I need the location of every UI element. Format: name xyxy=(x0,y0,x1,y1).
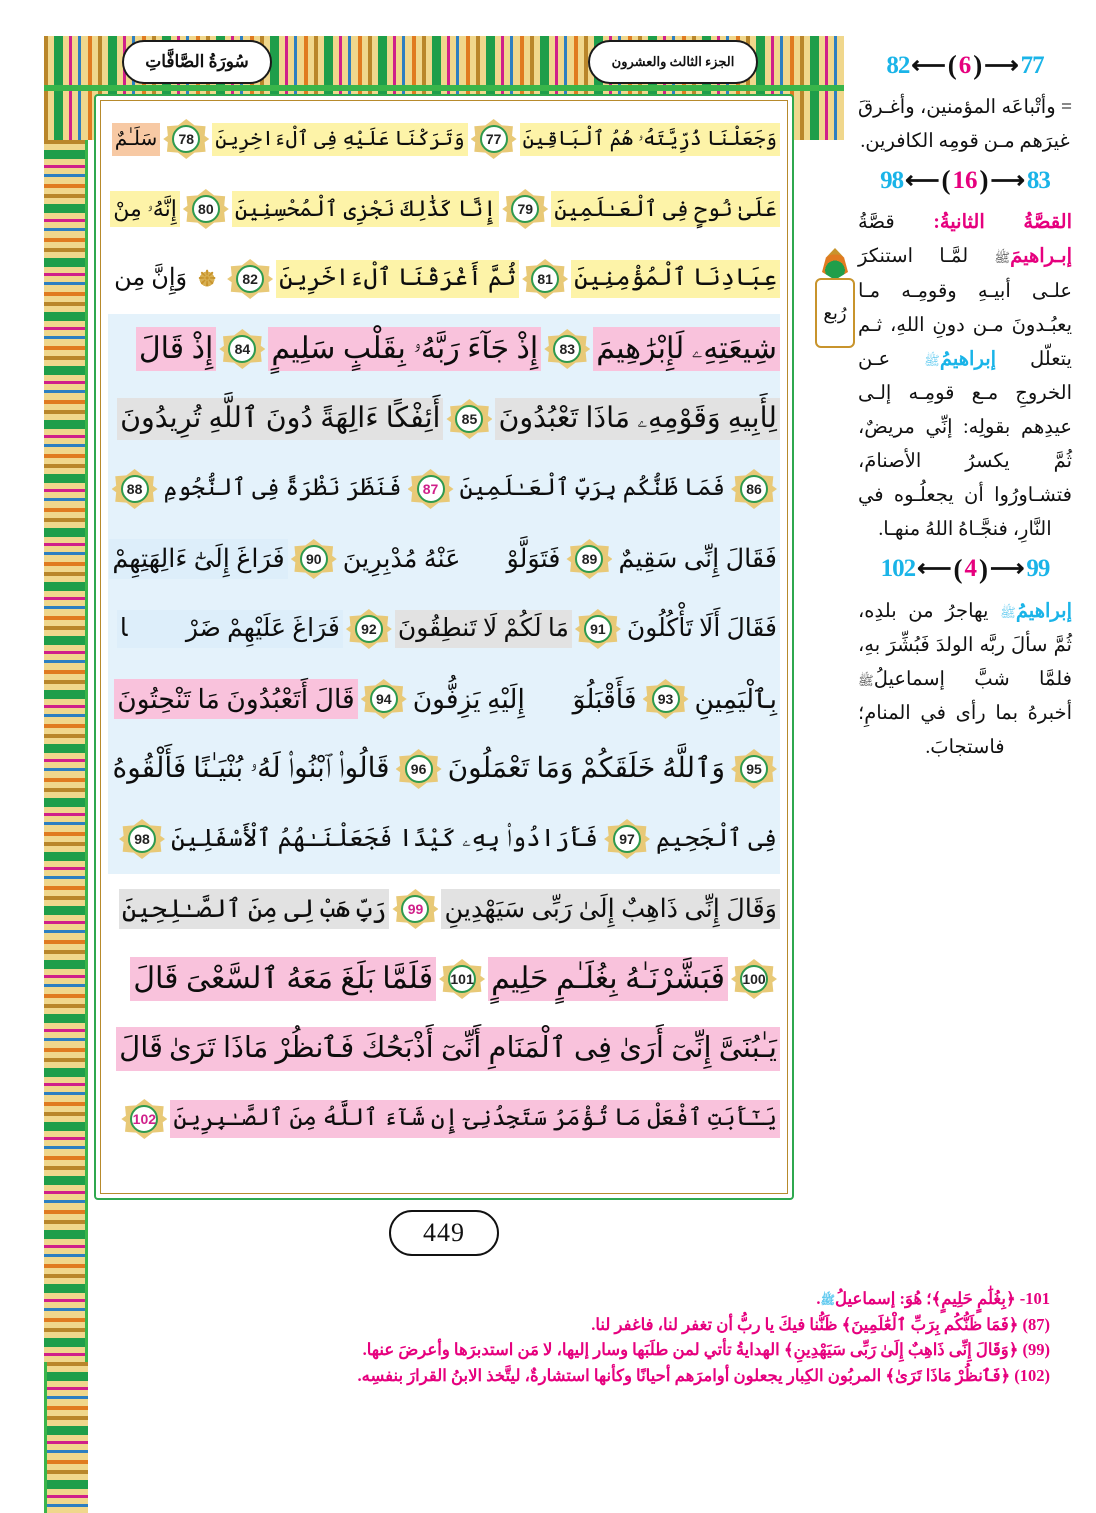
tafsir-paragraph: = وأتْباعَه المؤمنين، وأغـرقَ غيرَهم مـن قومِه الكافرين. xyxy=(858,97,1072,153)
ayah-number-marker xyxy=(361,679,407,719)
footnote-item xyxy=(40,1312,1056,1338)
arrow-right-icon: ⟶ xyxy=(984,52,1019,79)
quran-text-segment: فَتَوَلَّوْا۟ عَنْهُ مُدْبِرِينَ xyxy=(342,544,561,574)
ayah-number-marker xyxy=(291,539,337,579)
footnote-text: الهدايةُ تأتي لمن طلَبَها وسار إليها، لا مَن استدبرَها وأعرضَ عنها. xyxy=(362,1340,780,1360)
ayah-number: 79 xyxy=(517,201,534,217)
ayah-number-marker xyxy=(163,119,209,159)
quran-text-segment: فَنَظَرَ نَظْرَةً فِى ٱلنُّجُومِ xyxy=(163,475,402,502)
quran-text-segment: فِى ٱلْجَحِيمِ xyxy=(656,824,777,852)
quran-text-segment: وَتَرَكْنَا عَلَيْهِ فِى ٱلْءَاخِرِينَ xyxy=(212,123,467,156)
ayah-number: 80 xyxy=(198,201,214,217)
ayah-line xyxy=(108,1084,780,1154)
ayah-number-marker xyxy=(731,749,777,789)
paren-open: ( xyxy=(941,165,951,196)
ayah-number-marker xyxy=(439,959,485,999)
ayah-line xyxy=(108,1014,780,1084)
tafsir-paragraph: إبراهيمُﷺ يهاجرُ من بلدِه، ثُمَّ سألَ ربَّه الولدَ فَبُشِّرَ بهِ، فلمَّا شبَّ إسماعيلُﷺ أخبرهُ بما رأى في المنامِ؛ فاستجابَ. xyxy=(858,600,1072,758)
ayah-number-marker xyxy=(604,819,650,859)
juz-cartouche xyxy=(588,40,758,84)
ayah-number-marker xyxy=(502,189,548,229)
arrow-right-icon: ⟶ xyxy=(990,167,1025,194)
footnote-ref: (102) xyxy=(1014,1365,1050,1385)
quran-text-segment: رَبِّ هَبْ لِى مِنَ ٱلصَّـٰلِحِينَ xyxy=(119,889,390,928)
range-start: 77 xyxy=(1020,51,1044,79)
rub-body xyxy=(815,278,855,348)
quran-text-segment: إِذْ قَالَ xyxy=(136,327,216,372)
ayah-number-marker xyxy=(183,189,229,229)
ayah-number: 82 xyxy=(242,271,258,287)
arrow-left-icon: ⟵ xyxy=(911,52,946,79)
quran-text-segment: مَا لَكُمْ لَا تَنطِقُونَ xyxy=(395,610,572,649)
ayah-line xyxy=(108,174,780,244)
ayah-line xyxy=(108,244,780,314)
paren-close: ) xyxy=(979,165,989,196)
quran-text-segment: قَالُوا۟ ٱبْنُوا۟ لَهُۥ بُنْيَـٰنًا فَأَلْقُوهُ xyxy=(112,752,390,784)
ayah-number-marker xyxy=(575,609,621,649)
quran-text-segment: قَالَ أَتَعْبُدُونَ مَا تَنْحِتُونَ xyxy=(114,679,357,719)
quran-text-segment: يَـٰٓأَبَتِ ٱفْعَلْ مَا تُؤْمَرُ سَتَجِدُنِىٓ إِن شَآءَ ٱللَّهُ مِنَ ٱلصَّـٰبِرِينَ xyxy=(170,1100,780,1137)
ayah-line xyxy=(108,944,780,1014)
footnote-item: 101- ﴿بِغُلَٰمٍ حَلِيمٍ﴾؛ هُوَ: إسماعيلُﷺ. xyxy=(816,1289,1050,1308)
tafsir-paragraph: القصَّةُ الثانيةُ: قصَّةُ إبـراهيمَﷺ لمَّـا استنكرَ علـى أبيـهِ وقومِـه مـا يعبُـدونَ مـن دونِ اللهِ، ثـم يتعلّل إبراهيمُﷺ عـن الخروجِ مـع قومِـه إلـى عيدِهم بقولِه: إنِّي مريضٌ، ثُمَّ يكسرُ الأصنامَ، فتشـاورُوا أن يجعلُـوه في النَّارِ، فنجَّـاهُ اللهُ منهـا. xyxy=(858,212,1072,541)
ayah-number: 84 xyxy=(234,341,251,357)
paren-close: ) xyxy=(979,553,988,584)
page-number-cartouche xyxy=(389,1210,499,1256)
ayah-number: 92 xyxy=(361,621,377,637)
range-start: 99 xyxy=(1026,555,1050,582)
arrow-left-icon: ⟵ xyxy=(917,556,952,582)
quran-text-body xyxy=(108,104,780,1190)
ayah-line xyxy=(108,454,780,524)
quran-text-segment: وَإِنَّ مِن xyxy=(114,265,188,292)
ayah-number: 88 xyxy=(126,481,143,497)
ayah-number: 102 xyxy=(132,1111,157,1127)
footnote-ref: (87) xyxy=(1022,1314,1050,1334)
ayah-number-marker xyxy=(112,469,158,509)
border-left xyxy=(44,140,88,1362)
rub-finial-icon xyxy=(822,248,848,280)
quran-text-segment: ثُمَّ أَغْرَقْنَا ٱلْءَاخَرِينَ xyxy=(276,260,519,298)
ayah-number: 100 xyxy=(742,971,766,987)
footnote-text: المربُون الكِبار يجعلون أوامرَهم أحيانًا وكأنها استشارةٌ، ليتَّخذ الابنُ القرارَ بنفسِه. xyxy=(357,1365,882,1385)
footnotes-section xyxy=(40,1286,1056,1388)
ayah-number: 91 xyxy=(590,621,606,637)
ayah-line xyxy=(108,104,780,174)
ayah-number-marker xyxy=(522,259,568,299)
ayah-number: 87 xyxy=(422,481,439,497)
ayah-number: 77 xyxy=(485,131,502,147)
quran-text-segment: فَمَا ظَنُّكُم بِرَبِّ ٱلْعَـٰلَمِينَ xyxy=(459,475,725,502)
paren-open: ( xyxy=(953,553,963,584)
range-start: 83 xyxy=(1026,166,1050,194)
quran-text-segment: سَلَـٰمٌ xyxy=(112,123,161,156)
ayah-number: 96 xyxy=(410,761,427,777)
range-end: 102 xyxy=(880,555,916,582)
ayah-number-marker xyxy=(471,119,517,159)
quran-text-segment: فَلَمَّا بَلَغَ مَعَهُ ٱلسَّعْىَ قَالَ xyxy=(130,957,436,1002)
footnote-item xyxy=(40,1363,1056,1389)
ayah-number: 86 xyxy=(746,481,762,497)
footnote-quote: ﴿وَقَالَ إِنِّى ذَاهِبٌ إِلَىٰ رَبِّى سَيَهْدِينِ﴾ xyxy=(783,1340,1019,1360)
footnote-ref: (99) xyxy=(1022,1340,1050,1360)
sajda-marker-icon xyxy=(194,266,220,292)
paren-open: ( xyxy=(947,50,957,80)
surah-title: سُورَةُ الصَّافَّاتِ xyxy=(145,52,249,71)
page-number: 449 xyxy=(423,1218,465,1247)
footnote-quote: ﴿فَٱنظُرْ مَاذَا تَرَىٰ﴾ xyxy=(885,1365,1011,1385)
ayah-number-marker xyxy=(119,819,165,859)
ayah-line xyxy=(108,594,780,664)
quran-text-segment: شِيعَتِهِۦ لَإِبْرَٰهِيمَ xyxy=(593,327,780,372)
ayah-range-indicator xyxy=(858,554,1072,585)
footnote-text: هُوَ: إسماعيلُ xyxy=(835,1289,923,1308)
ayah-line xyxy=(108,384,780,454)
range-end: 82 xyxy=(886,51,910,79)
range-count: 16 xyxy=(952,166,978,194)
ayah-number-marker xyxy=(227,259,273,299)
ayah-number: 90 xyxy=(305,551,322,567)
ayah-number-marker xyxy=(731,469,777,509)
ayah-number-marker xyxy=(566,539,612,579)
ayah-number: 78 xyxy=(178,131,195,147)
quran-text-segment: فَأَرَادُوا۟ بِهِۦ كَيْدًا فَجَعَلْنَـٰهُمُ ٱلْأَسْفَلِينَ xyxy=(171,824,599,852)
ayah-number-marker xyxy=(346,609,392,649)
quran-text-segment: فَقَالَ إِنِّى سَقِيمٌ xyxy=(618,544,777,574)
quran-text-segment: فَأَقْبَلُوٓا۟ إِلَيْهِ يَزِفُّونَ xyxy=(412,683,637,714)
ayah-line xyxy=(108,524,780,594)
ayah-number: 94 xyxy=(375,691,392,707)
footnote-quote: ﴿بِغُلَٰمٍ حَلِيمٍ﴾؛ xyxy=(926,1289,1016,1308)
ayah-range-indicator xyxy=(858,50,1072,81)
ayah-number: 85 xyxy=(461,411,478,427)
ayah-number: 83 xyxy=(559,341,576,357)
ayah-number-marker xyxy=(643,679,689,719)
ayah-number-marker xyxy=(408,469,454,509)
ayah-number: 101 xyxy=(450,971,474,987)
quran-text-segment: عِبَادِنَا ٱلْمُؤْمِنِينَ xyxy=(571,260,780,298)
ayah-line xyxy=(108,734,780,804)
juz-label: الجزء الثالث والعشرون xyxy=(611,54,735,69)
ayah-number: 95 xyxy=(746,761,762,777)
quran-text-segment: فَرَاغَ إِلَىٰٓ ءَالِهَتِهِمْ xyxy=(109,539,287,578)
quran-text-segment: فَقَالَ أَلَا تَأْكُلُونَ xyxy=(626,614,777,642)
range-count: 4 xyxy=(964,555,977,582)
quran-text-segment: أَئِفْكًا ءَالِهَةً دُونَ ٱللَّهِ تُرِيدُونَ xyxy=(117,398,443,441)
surah-title-cartouche xyxy=(122,40,272,84)
ayah-number-marker xyxy=(446,399,492,439)
quran-text-segment: فَرَاغَ عَلَيْهِمْ ضَرْبًۢا xyxy=(117,610,343,649)
quran-text-segment: وَقَالَ إِنِّى ذَاهِبٌ إِلَىٰ رَبِّى سَيَهْدِينِ xyxy=(441,889,780,928)
footnote-text: ظَنُّنا فيكَ يا ربُّ أن تغفر لنا، فاغفر لنا. xyxy=(591,1314,838,1334)
quran-text-segment: عَلَىٰ نُوحٍ فِى ٱلْعَـٰلَمِينَ xyxy=(551,191,780,226)
ayah-number-marker xyxy=(396,749,442,789)
ayah-number: 81 xyxy=(537,271,553,287)
quran-text-segment: إِنَّا كَذَٰلِكَ نَجْزِى ٱلْمُحْسِنِينَ xyxy=(232,191,499,226)
footnote-quote: ﴿فَمَا ظَنُّكُم بِرَبِّ ٱلْعَٰلَمِينَ﴾ xyxy=(841,1314,1019,1334)
ayah-number-marker xyxy=(544,329,590,369)
quran-text-segment: لِأَبِيهِ وَقَوْمِهِۦ مَاذَا تَعْبُدُونَ xyxy=(495,398,780,441)
arrow-right-icon: ⟶ xyxy=(990,556,1025,582)
ayah-line xyxy=(108,314,780,384)
footnote-item xyxy=(40,1337,1056,1363)
ayah-number: 97 xyxy=(619,831,635,847)
ayah-range-indicator xyxy=(858,165,1072,196)
quran-text-segment: قَالَ xyxy=(116,1027,166,1070)
range-count: 6 xyxy=(958,51,972,79)
ayah-number-marker xyxy=(392,889,438,929)
ayah-number: 93 xyxy=(657,691,674,707)
ayah-number-marker xyxy=(121,1099,167,1139)
paren-close: ) xyxy=(973,50,983,80)
rub-marker xyxy=(812,248,858,352)
tafsir-sidebar xyxy=(858,44,1072,769)
ayah-number: 89 xyxy=(581,551,598,567)
ayah-line xyxy=(108,874,780,944)
tafsir-heading: القصَّةُ الثانيةُ: xyxy=(933,212,1072,234)
quran-text-segment: فَبَشَّرْنَـٰهُ بِغُلَـٰمٍ حَلِيمٍ xyxy=(488,957,728,1002)
quran-text-segment: يَـٰبُنَىَّ إِنِّىٓ أَرَىٰ فِى ٱلْمَنَامِ أَنِّىٓ أَذْبَحُكَ فَٱنظُرْ مَاذَا تَرَىٰ xyxy=(166,1027,780,1070)
ayah-number-marker xyxy=(731,959,777,999)
quran-text-segment: وَٱللَّهُ خَلَقَكُمْ وَمَا تَعْمَلُونَ xyxy=(447,752,725,784)
ayah-number: 98 xyxy=(134,831,150,847)
ayah-line xyxy=(108,664,780,734)
footnote-ref: 101- xyxy=(1019,1289,1050,1308)
rub-label: رُبع xyxy=(823,302,847,323)
arrow-left-icon: ⟵ xyxy=(905,167,940,194)
ayah-number: 99 xyxy=(407,901,424,917)
quran-text-segment: بِٱلْيَمِينِ xyxy=(694,683,777,714)
ayah-line xyxy=(108,804,780,874)
quran-text-segment: إِذْ جَآءَ رَبَّهُۥ بِقَلْبٍ سَلِيمٍ xyxy=(268,327,541,372)
range-end: 98 xyxy=(880,166,904,194)
honorific-icon: ﷺ xyxy=(820,1293,836,1307)
quran-text-segment: إِنَّهُۥ مِنْ xyxy=(110,191,180,226)
ayah-number-marker xyxy=(219,329,265,369)
quran-text-segment: وَجَعَلْنَا ذُرِّيَّتَهُۥ هُمُ ٱلْبَاقِينَ xyxy=(520,123,780,156)
